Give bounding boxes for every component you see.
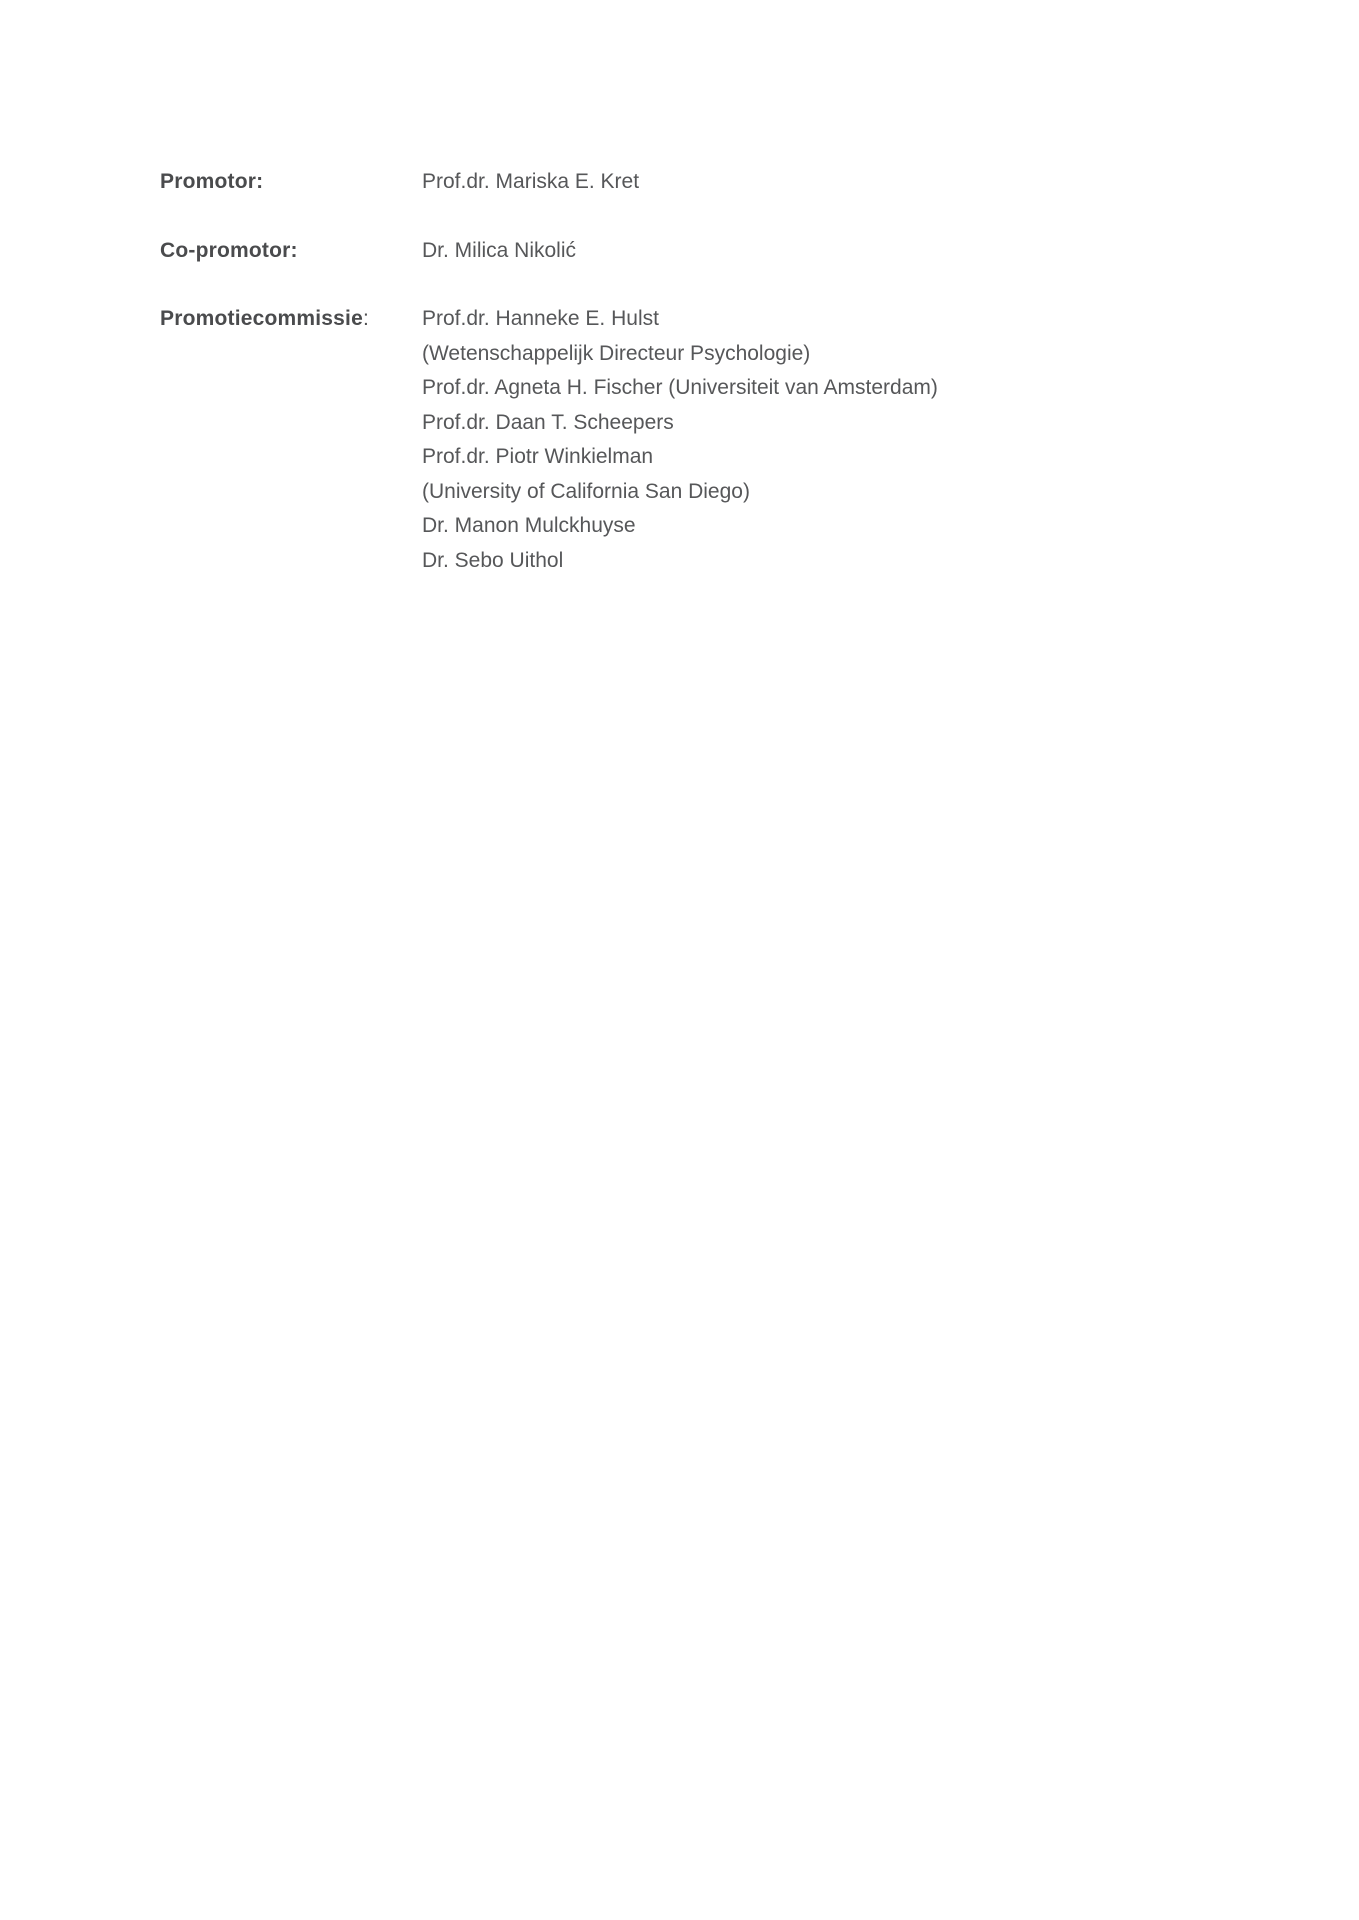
- copromotor-value-col: [422, 234, 1239, 269]
- promotor-name: Prof.dr. Mariska E. Kret: [422, 170, 640, 193]
- committee-member: Prof.dr. Piotr Winkielman: [422, 445, 654, 468]
- promotiecommissie-row: [160, 302, 1239, 578]
- committee-member: Dr. Manon Mulckhuyse: [422, 514, 636, 537]
- promotiecommissie-members: [422, 302, 1239, 578]
- committee-member-affiliation: (Wetenschappelijk Directeur Psychologie): [422, 341, 811, 365]
- committee-member: Prof.dr. Daan T. Scheepers: [422, 410, 674, 434]
- promotiecommissie-label: [160, 302, 422, 337]
- committee-member: Prof.dr. Agneta H. Fischer (Universiteit van Amsterdam): [422, 376, 938, 399]
- promotor-value-col: [422, 165, 1239, 200]
- copromotor-label: Co-promotor:: [160, 238, 298, 262]
- promotiecommissie-label-text: Promotiecommissie: [160, 307, 363, 330]
- committee-member: Prof.dr. Hanneke E. Hulst: [422, 307, 659, 330]
- committee-member: Dr. Sebo Uithol: [422, 548, 564, 572]
- promotiecommissie-label-colon: :: [362, 307, 370, 330]
- promotor-row: [160, 165, 1239, 200]
- promotor-label: Promotor:: [160, 170, 264, 193]
- committee-member-affiliation: (University of California San Diego): [422, 479, 750, 503]
- copromotor-row: [160, 234, 1239, 269]
- committee-listing: [160, 165, 1239, 612]
- copromotor-name: Dr. Milica Nikolić: [422, 238, 577, 262]
